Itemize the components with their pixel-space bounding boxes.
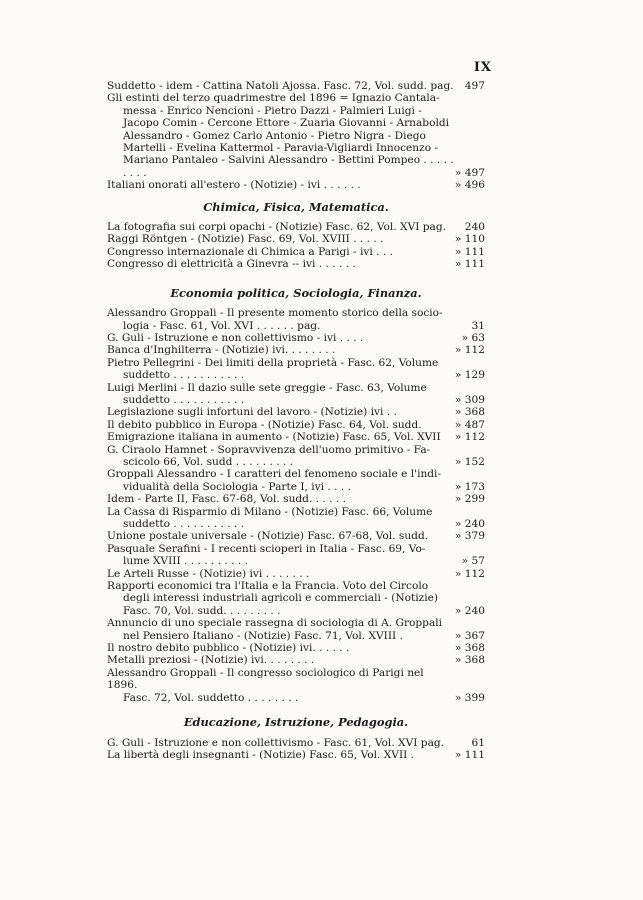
entry-page: » 112 bbox=[454, 567, 485, 580]
entry-continuation: messa - Enrico Nencioni - Pietro Dazzi - Palmieri Luigi - Jacopo Comin - Cercone Ettore - Zuaria Giovanni - Arnaboldi Alessandro - Gomez Carlo Antonio - Pietro Nigra - Diego Martelli - Evelina Kattermol - Paravia-Vigliardi Innocenzo - Mariano Pantaleo - Salvini Alessandro - Bettini Pompeo . . . . . . . . . bbox=[123, 104, 454, 179]
index-entry bbox=[107, 233, 485, 245]
entry-text: Idem - Parte II, Fasc. 67-68, Vol. sudd. . . . . . bbox=[107, 493, 346, 506]
entry-page: » 57 bbox=[461, 555, 485, 568]
entry-text: Rapporti economici tra l'Italia e la Francia. Voto del Circolo bbox=[107, 580, 429, 593]
entry-page: » 111 bbox=[454, 258, 485, 271]
entry-page: » 299 bbox=[454, 493, 485, 506]
entry-text: Congresso di elettricità a Ginevra -- ivi . . . . . . bbox=[107, 258, 356, 271]
entry-continuation: scicolo 66, Vol. sudd . . . . . . . . . bbox=[123, 455, 294, 468]
entry-text: G. Guli - Istruzione e non collettivismo - Fasc. 61, Vol. XVI pag. bbox=[107, 736, 445, 749]
entry-text: Banca d'Inghilterra - (Notizie) ivi. . . . . . . . bbox=[107, 344, 336, 357]
index-entry bbox=[107, 667, 485, 704]
entry-text: G. Ciraolo Hamnet - Sopravvivenza dell'uomo primitivo - Fa- bbox=[107, 443, 431, 456]
entry-page: » 487 bbox=[454, 418, 485, 431]
entry-text: Metalli preziosi - (Notizie) ivi. . . . . . . . bbox=[107, 654, 315, 667]
index-entry bbox=[107, 258, 485, 270]
index-entry bbox=[107, 307, 485, 332]
entry-page: » 63 bbox=[461, 331, 485, 344]
entry-text: La Cassa di Risparmio di Milano - (Notizie) Fasc. 66, Volume bbox=[107, 505, 433, 518]
index-entry bbox=[107, 617, 485, 642]
index-entry bbox=[107, 246, 485, 258]
entry-continuation: Fasc. 72, Vol. suddetto . . . . . . . . bbox=[123, 691, 299, 704]
index-entry bbox=[107, 431, 485, 443]
entry-page: » 379 bbox=[454, 530, 485, 543]
entry-page: 31 bbox=[471, 319, 485, 332]
section-heading-chimica: Chimica, Fisica, Matematica. bbox=[203, 199, 389, 214]
page-number: IX bbox=[473, 60, 492, 75]
index-entry bbox=[107, 221, 485, 233]
index-entry bbox=[107, 406, 485, 418]
entry-page: » 173 bbox=[454, 480, 485, 493]
entry-page: » 240 bbox=[454, 604, 485, 617]
section-heading-educazione: Educazione, Istruzione, Pedagogia. bbox=[183, 715, 409, 730]
index-entry bbox=[107, 737, 485, 749]
entry-text: Raggi Röntgen - (Notizie) Fasc. 69, Vol. XVIII . . . . . bbox=[107, 233, 384, 246]
index-entry bbox=[107, 357, 485, 382]
entry-page: » 111 bbox=[454, 748, 485, 761]
entry-text: Il nostro debito pubblico - (Notizie) ivi. . . . . . bbox=[107, 642, 350, 655]
entry-page: » 112 bbox=[454, 431, 485, 444]
index-entry bbox=[107, 530, 485, 542]
entry-text: La libertà degli insegnanti - (Notizie) Fasc. 65, Vol. XVII . bbox=[107, 748, 415, 761]
entry-continuation: nel Pensiero Italiano - (Notizie) Fasc. 71, Vol. XVIII . bbox=[123, 629, 403, 642]
entry-text: Groppali Alessandro - I caratteri del fenomeno sociale e l'indi- bbox=[107, 468, 442, 481]
entry-page: » 367 bbox=[454, 629, 485, 642]
index-entry bbox=[107, 568, 485, 580]
index-entry bbox=[107, 493, 485, 505]
entry-text: Pietro Pellegrini - Dei limiti della proprietà - Fasc. 62, Volume bbox=[107, 356, 439, 369]
index-entry bbox=[107, 580, 485, 617]
entry-page: » 309 bbox=[454, 393, 485, 406]
entry-page: » 368 bbox=[454, 654, 485, 667]
index-entry bbox=[107, 92, 485, 179]
entry-text: La fotografia sui corpi opachi - (Notizie) Fasc. 62, Vol. XVI pag. bbox=[107, 221, 447, 234]
entry-page: 240 bbox=[464, 221, 485, 234]
index-entry bbox=[107, 468, 485, 493]
index-content bbox=[107, 80, 485, 761]
entry-continuation: vidualità della Sociologia - Parte I, ivi . . . . bbox=[123, 480, 351, 493]
entry-text: Annuncio di uno speciale rassegna di sociologia di A. Groppali bbox=[107, 617, 443, 630]
entry-page: » 112 bbox=[454, 344, 485, 357]
entry-page: » 111 bbox=[454, 245, 485, 258]
entry-text: Suddetto - idem - Cattina Natoli Ajossa. Fasc. 72, Vol. sudd. pag. bbox=[107, 80, 454, 92]
entry-text: Pasquale Serafini - I recenti scioperi in Italia - Fasc. 69, Vo- bbox=[107, 542, 426, 555]
entry-text: Alessandro Groppali - Il presente momento storico della socio- bbox=[107, 307, 443, 320]
entry-text: Emigrazione italiana in aumento - (Notizie) Fasc. 65, Vol. XVII bbox=[107, 431, 441, 444]
entry-text: Le Arteli Russe - (Notizie) ivi . . . . . . . bbox=[107, 567, 310, 580]
entry-text: Legislazione sugli infortuni del lavoro - (Notizie) ivi . . bbox=[107, 406, 397, 419]
section-heading-economia: Economia politica, Sociologia, Finanza. bbox=[170, 285, 422, 300]
entry-page: » 497 bbox=[454, 166, 485, 179]
entry-page: » 129 bbox=[454, 369, 485, 382]
entry-page: » 152 bbox=[454, 455, 485, 468]
index-entry bbox=[107, 419, 485, 431]
entry-continuation: lume XVIII . . . . . . . . . . bbox=[123, 555, 248, 568]
entry-page: » 496 bbox=[454, 179, 485, 192]
entry-page: » 368 bbox=[454, 642, 485, 655]
entry-text: Alessandro Groppali - Il congresso sociologico di Parigi nel 1896. bbox=[107, 666, 424, 692]
entry-page: » 110 bbox=[454, 233, 485, 246]
index-entry bbox=[107, 179, 485, 191]
entry-page: » 399 bbox=[454, 691, 485, 704]
entry-page: » 368 bbox=[454, 406, 485, 419]
entry-text: G. Guli - Istruzione e non collettivismo - ivi . . . . bbox=[107, 331, 364, 344]
entry-text: Congresso internazionale di Chimica a Parigi - ivi . . . bbox=[107, 245, 393, 258]
index-entry bbox=[107, 642, 485, 654]
index-entry bbox=[107, 332, 485, 344]
entry-page: 61 bbox=[471, 736, 485, 749]
entry-text: Luigi Merlini - Il dazio sulle sete greggie - Fasc. 63, Volume bbox=[107, 381, 427, 394]
index-entry bbox=[107, 506, 485, 531]
entry-text: Unione postale universale - (Notizie) Fasc. 67-68, Vol. sudd. bbox=[107, 530, 429, 543]
entry-text: Il debito pubblico in Europa - (Notizie) Fasc. 64, Vol. sudd. bbox=[107, 418, 422, 431]
index-entry bbox=[107, 80, 485, 92]
index-entry bbox=[107, 749, 485, 761]
entry-page: » 240 bbox=[454, 518, 485, 530]
entry-continuation: suddetto . . . . . . . . . . . bbox=[123, 369, 245, 382]
index-entry bbox=[107, 654, 485, 666]
entry-text: Italiani onorati all'estero - (Notizie) - ivi . . . . . . bbox=[107, 179, 361, 192]
entry-page: 497 bbox=[464, 80, 485, 92]
entry-continuation: degli interessi industriali agricoli e commerciali - (Notizie) Fasc. 70, Vol. sudd. . . . . . . . . bbox=[123, 592, 438, 617]
index-entry bbox=[107, 382, 485, 407]
index-entry bbox=[107, 444, 485, 469]
entry-continuation: suddetto . . . . . . . . . . . bbox=[123, 518, 245, 530]
entry-continuation: suddetto . . . . . . . . . . . bbox=[123, 393, 245, 406]
index-entry bbox=[107, 543, 485, 568]
index-entry bbox=[107, 344, 485, 356]
entry-text: Gli estinti del terzo quadrimestre del 1896 = Ignazio Cantala- bbox=[107, 92, 440, 105]
entry-continuation: logia - Fasc. 61, Vol. XVI . . . . . . pag. bbox=[123, 319, 321, 332]
